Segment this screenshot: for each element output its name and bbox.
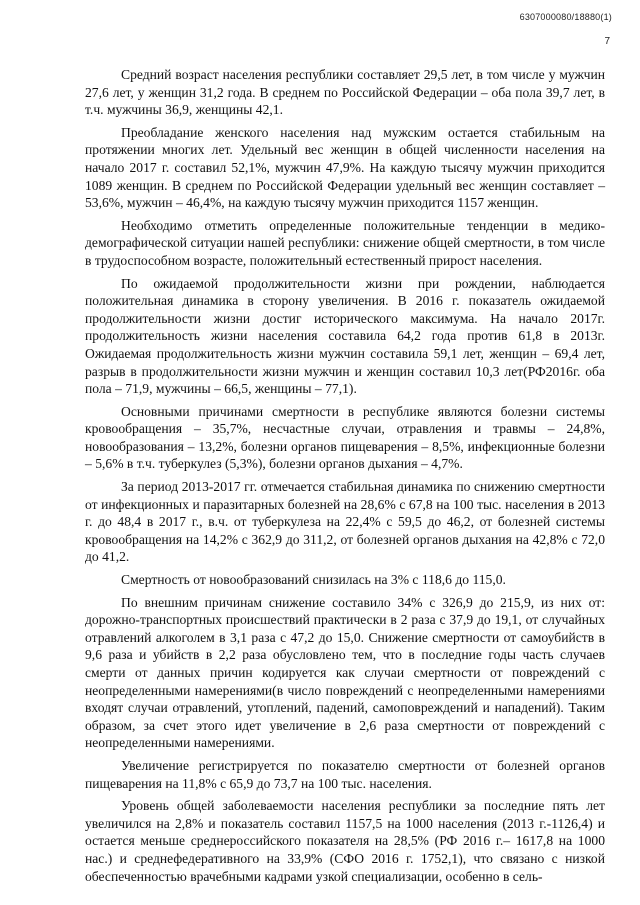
paragraph-life-expectancy: По ожидаемой продолжительности жизни при рождении, наблюдается положительная динамика в сторону увеличения. В 2016 г. показатель ожидаемой продолжительности жизни достиг исторического максимума. На начало 2017г. продолжительность жизни населения составила 64,2 года против 61,8 в 2013г. Ожидаемая продолжительность жизни мужчин составила 59,1 лет, женщин – 69,4 лет, разрыв в продолжительности жизни мужчин и женщин составил 10,3 лет(РФ2016г. оба пола – 71,9, мужчины – 66,5, женщины – 77,1).: [85, 275, 605, 397]
page-body: [85, 66, 605, 890]
paragraph-digestive-mortality: Увеличение регистрируется по показателю смертности от болезней органов пищеварения на 11,8% с 65,9 до 73,7 на 100 тыс. населения.: [85, 757, 605, 791]
paragraph-morbidity: Уровень общей заболеваемости населения республики за последние пять лет увеличился на 2,8% и показатель составил 1157,5 на 1000 населения (2013 г.-1126,4) и остается меньше среднероссийского показателя на 28,5% (РФ 2016 г.– 1617,8 на 1000 нас.) и среднефедеративного на 33,9% (СФО 2016 г. 1752,1), что связано с низкой обеспеченностью врачебными кадрами узкой специализации, особенно в сель-: [85, 798, 605, 884]
paragraph-neoplasm-mortality: Смертность от новообразований снизилась на 3% с 118,6 до 115,0.: [121, 572, 506, 588]
paragraph-mortality-dynamics: За период 2013-2017 гг. отмечается стабильная динамика по снижению смертности от инфекционных и паразитарных болезней на 28,6% с 67,8 на 100 тыс. населения в 2013 г. до 48,4 в 2017 г., в.ч. от туберкулеза на 22,4% с 59,5 до 46,2, от болезней системы кровообращения на 14,2% с 362,9 до 311,2, от болезней органов дыхания на 42,8% с 72,0 до 41,2.: [85, 479, 605, 565]
paragraph-gender-ratio: Преобладание женского населения над мужским остается стабильным на протяжении многих лет. Удельный вес женщин в общей численности населения на начало 2017 г. составил 52,1%, мужчин 47,9%. На каждую тысячу мужчин приходится 1089 женщин. В среднем по Российской Федерации удельный вес женщин составляет – 53,6%, мужчин – 46,4%, на каждую тысячу мужчин приходится 1157 женщин.: [85, 124, 605, 211]
paragraph-average-age: Средний возраст населения республики составляет 29,5 лет, в том числе у мужчин 27,6 лет, у женщин 31,2 года. В среднем по Российской Федерации – оба пола 39,7 лет, в т.ч. мужчины 36,9, женщины 42,1.: [85, 67, 605, 118]
paragraph-death-causes: Основными причинами смертности в республике являются болезни системы кровообращения – 35,7%, несчастные случаи, отравления и травмы – 24,8%, новообразования – 13,2%, болезни органов пищеварения – 8,5%, инфекционные болезни – 5,6% в т.ч. туберкулез (5,3%), болезни органов дыхания – 4,7%.: [85, 403, 605, 472]
paragraph-external-causes: По внешним причинам снижение составило 34% с 326,9 до 215,9, из них от: дорожно-транспортных происшествий практически в 2 раза с 37,9 до 19,1, от случайных отравлений алкоголем в 3,1 раза с 47,2 до 15,0. Снижение смертности от самоубийств в 9,6 раза и убийств в 2,2 раза обусловлено тем, что в последние годы часть случаев смерти от данных причин кодируется как случаи смертности от повреждений с неопределенными намерениями(в число повреждений с неопределенными намерениями входят случаи отравлений, утоплений, падений, самоповреждений и нападений). Таким образом, за счет этого идет увеличение в 2,6 раза смертности от повреждений с неопределенными намерениями.: [85, 594, 605, 751]
document-code: 6307000080/18880(1): [519, 12, 612, 22]
page-number: 7: [604, 36, 610, 47]
paragraph-positive-trends: Необходимо отметить определенные положительные тенденции в медико-демографической ситуации нашей республики: снижение общей смертности, в том числе в трудоспособном возрасте, положительный естественный прирост населения.: [85, 217, 605, 268]
